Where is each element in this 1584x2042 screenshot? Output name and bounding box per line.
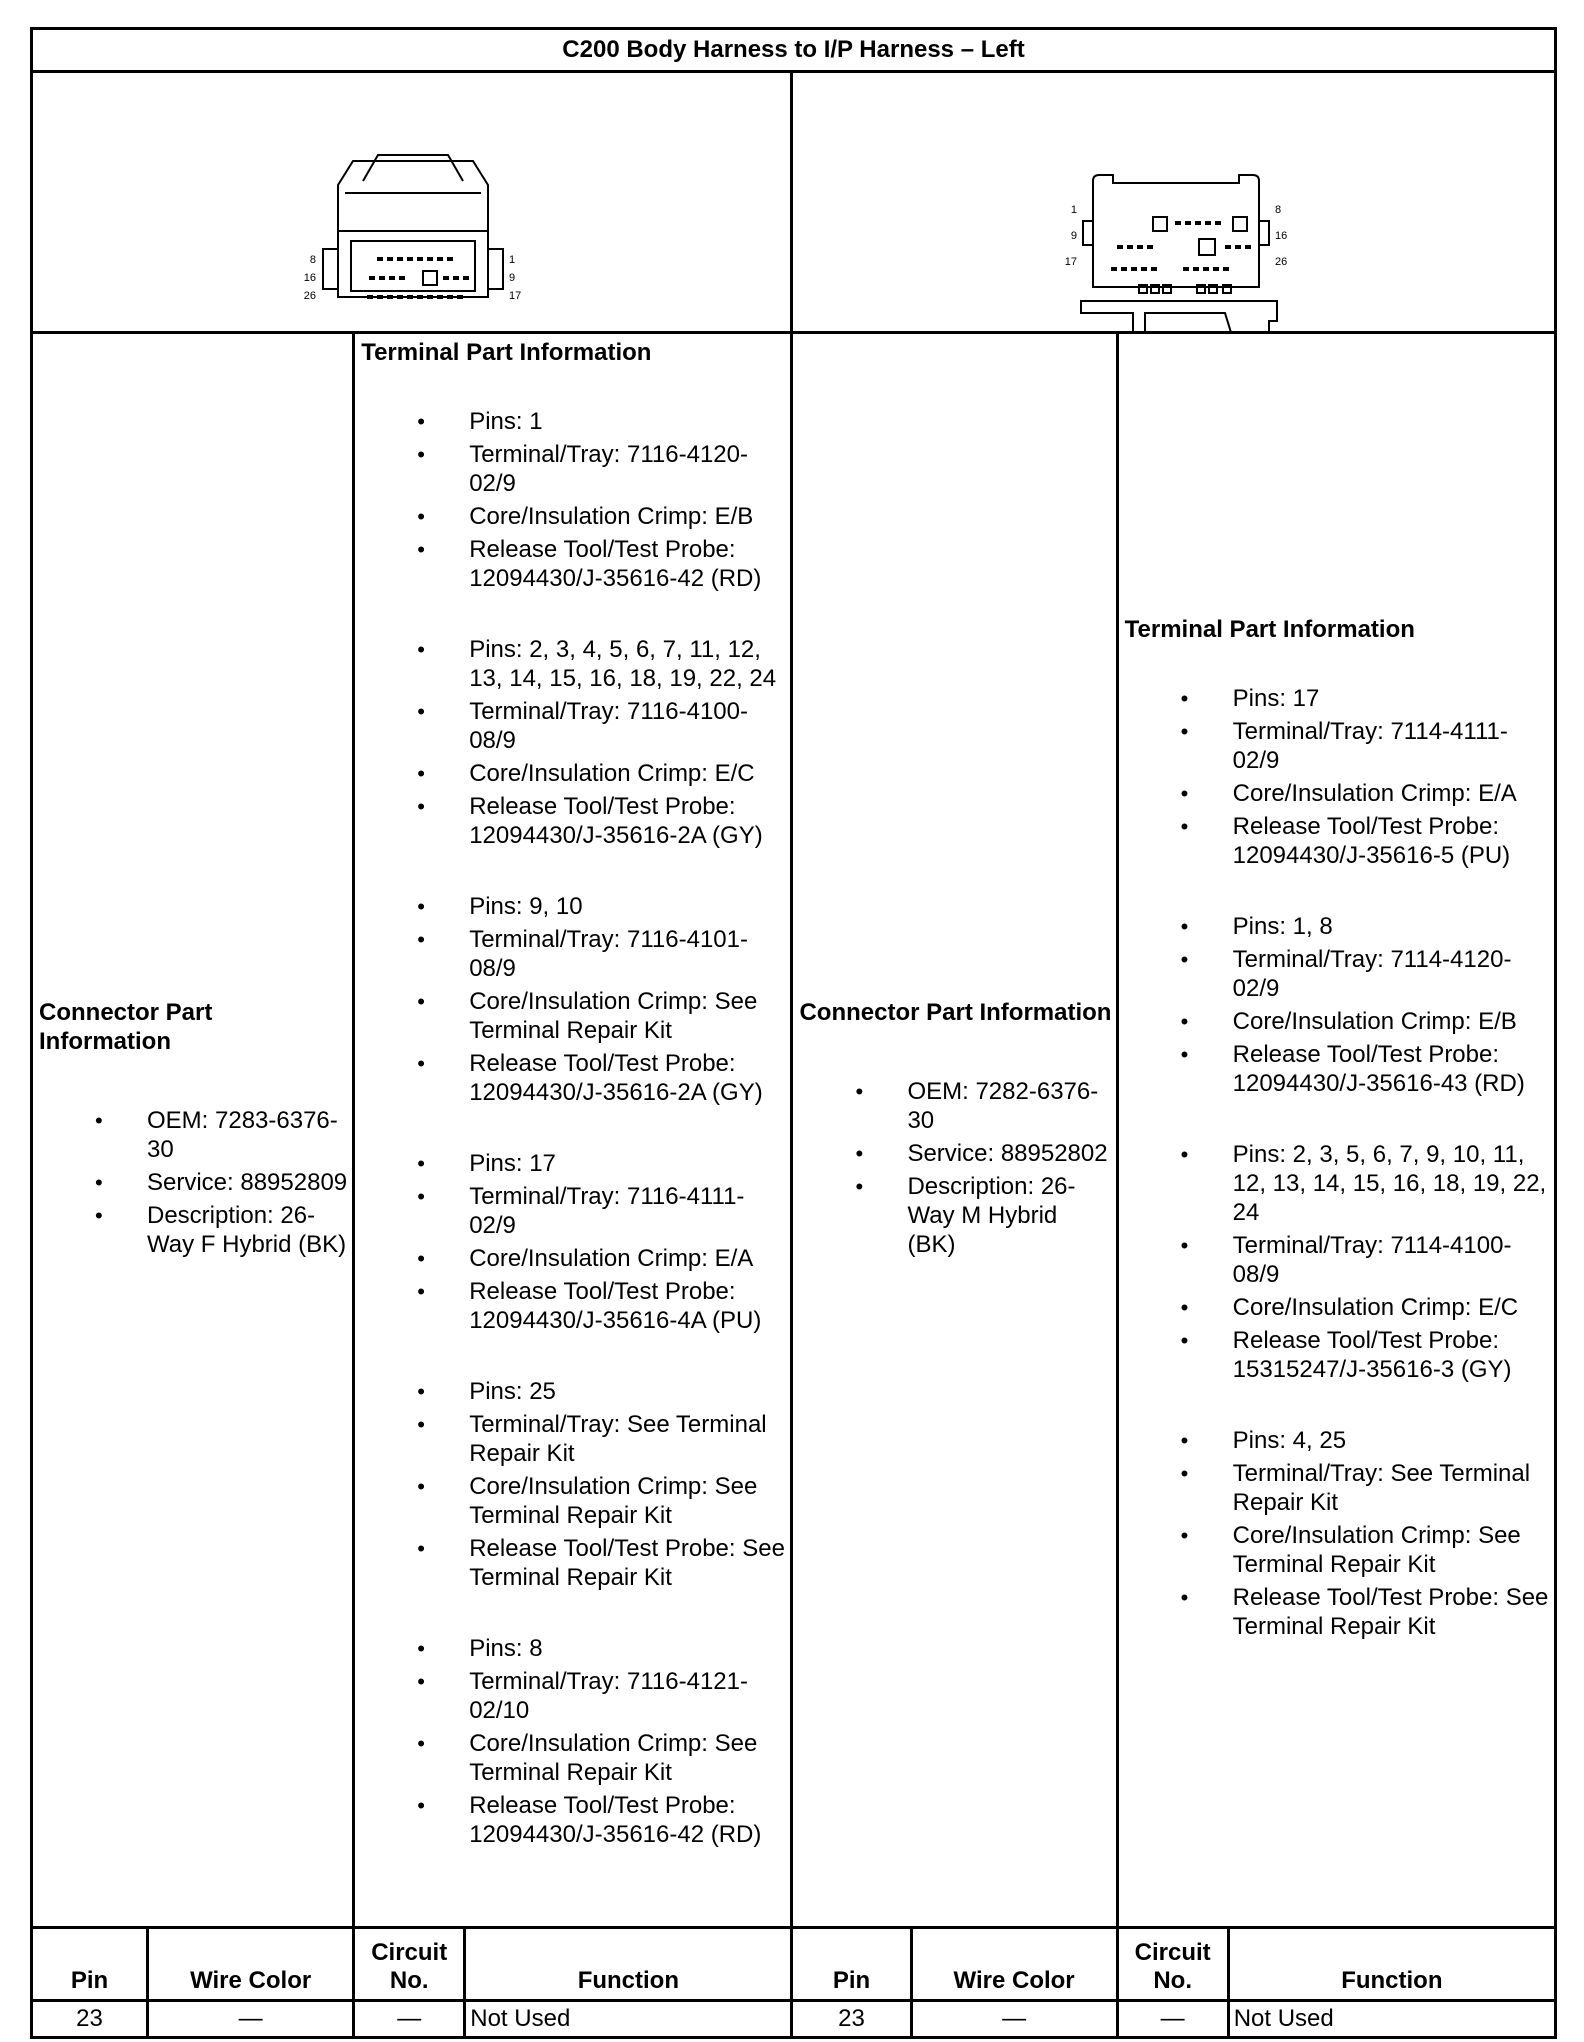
list-item: • Pins: 25 (361, 1377, 786, 1406)
list-item: • Release Tool/Test Probe: See Terminal Repair Kit (361, 1534, 786, 1592)
terminal-part-heading: Terminal Part Information (1124, 616, 1415, 643)
list-item: • Service: 88952809 (39, 1168, 348, 1197)
wire-color-header: Wire Color (911, 1928, 1117, 2001)
function-cell: Not Used (465, 2001, 792, 2038)
list-item: • Release Tool/Test Probe: 12094430/J-35616-43 (RD) (1125, 1040, 1550, 1098)
list-item: • OEM: 7282-6376-30 (799, 1077, 1111, 1135)
right-connector-image-cell (792, 72, 1556, 333)
list-item: • Description: 26-Way M Hybrid (BK) (799, 1172, 1111, 1259)
terminal-group (361, 1634, 786, 1849)
list-item: • Release Tool/Test Probe: See Terminal Repair Kit (1125, 1583, 1550, 1641)
terminal-group (361, 1149, 786, 1335)
list-item: • Release Tool/Test Probe: 12094430/J-35616-2A (GY) (361, 1049, 786, 1107)
circuit-no-cell: — (1117, 2001, 1228, 2038)
terminal-group (361, 892, 786, 1107)
table-row (32, 2001, 1556, 2038)
left-connector-image-cell (32, 72, 792, 333)
connector-part-list (39, 1106, 348, 1259)
terminal-part-heading: Terminal Part Information (361, 339, 652, 366)
terminal-group (1125, 1140, 1550, 1384)
list-item: • Release Tool/Test Probe: 12094430/J-35616-4A (PU) (361, 1277, 786, 1335)
list-item: • Terminal/Tray: 7114-4120-02/9 (1125, 945, 1550, 1003)
right-connector-drawing (793, 73, 1560, 331)
list-item: • Release Tool/Test Probe: 12094430/J-35616-42 (RD) (361, 1791, 786, 1849)
list-item: • Terminal/Tray: See Terminal Repair Kit (361, 1410, 786, 1468)
terminal-group (361, 407, 786, 593)
pin-label: 9 (509, 272, 516, 284)
list-item: • Pins: 17 (1125, 684, 1550, 713)
list-item: • Terminal/Tray: 7116-4101-08/9 (361, 925, 786, 983)
list-item: • Terminal/Tray: 7116-4120-02/9 (361, 440, 786, 498)
pin-label: 9 (1071, 230, 1078, 242)
pin-label: 1 (1071, 204, 1078, 216)
terminal-group (1125, 1426, 1550, 1641)
list-item: • Pins: 2, 3, 5, 6, 7, 9, 10, 11, 12, 13, 14, 15, 16, 18, 19, 22, 24 (1125, 1140, 1550, 1227)
pin-header: Pin (792, 1928, 911, 2001)
pin-label: 16 (303, 272, 316, 284)
list-item: • Release Tool/Test Probe: 12094430/J-35616-42 (RD) (361, 535, 786, 593)
function-header: Function (1228, 1928, 1555, 2001)
circuit-no-cell: — (354, 2001, 465, 2038)
wire-color-cell: — (148, 2001, 354, 2038)
terminal-group (1125, 684, 1550, 870)
terminal-group (361, 1377, 786, 1592)
terminal-group (1125, 912, 1550, 1098)
list-item: • Release Tool/Test Probe: 15315247/J-35616-3 (GY) (1125, 1326, 1550, 1384)
list-item: • Pins: 2, 3, 4, 5, 6, 7, 11, 12, 13, 14, 15, 16, 18, 19, 22, 24 (361, 635, 786, 693)
list-item: • Service: 88952802 (799, 1139, 1111, 1168)
list-item: • Terminal/Tray: 7116-4100-08/9 (361, 697, 786, 755)
pin-label: 26 (1275, 256, 1288, 268)
list-item: • Core/Insulation Crimp: See Terminal Repair Kit (361, 1472, 786, 1530)
list-item: • Core/Insulation Crimp: E/C (1125, 1293, 1550, 1322)
connector-part-heading: Connector Part Information (39, 998, 213, 1055)
connector-table (30, 27, 1557, 2039)
wire-color-cell: — (911, 2001, 1117, 2038)
wire-color-header: Wire Color (148, 1928, 354, 2001)
pin-label: 1 (509, 254, 516, 266)
left-connector-part-cell (32, 333, 354, 1928)
list-item: • Description: 26-Way F Hybrid (BK) (39, 1201, 348, 1259)
list-item: • Terminal/Tray: 7114-4111-02/9 (1125, 717, 1550, 775)
function-cell: Not Used (1228, 2001, 1555, 2038)
pin-cell: 23 (32, 2001, 148, 2038)
list-item: • Core/Insulation Crimp: E/A (1125, 779, 1550, 808)
terminal-group (361, 635, 786, 850)
list-item: • Core/Insulation Crimp: E/A (361, 1244, 786, 1273)
list-item: • Pins: 17 (361, 1149, 786, 1178)
circuit-no-header: Circuit No. (354, 1928, 465, 2001)
function-header: Function (465, 1928, 792, 2001)
pinout-document (30, 27, 1557, 2032)
left-connector-drawing (33, 73, 793, 331)
list-item: • Pins: 1, 8 (1125, 912, 1550, 941)
list-item: • Release Tool/Test Probe: 12094430/J-35616-5 (PU) (1125, 812, 1550, 870)
list-item: • Pins: 9, 10 (361, 892, 786, 921)
list-item: • Terminal/Tray: 7114-4100-08/9 (1125, 1231, 1550, 1289)
list-item: • Core/Insulation Crimp: E/B (1125, 1007, 1550, 1036)
right-connector-part-cell (792, 333, 1117, 1928)
list-item: • Pins: 4, 25 (1125, 1426, 1550, 1455)
list-item: • Pins: 1 (361, 407, 786, 436)
list-item: • Core/Insulation Crimp: See Terminal Repair Kit (1125, 1521, 1550, 1579)
pin-label: 16 (1275, 230, 1288, 242)
left-terminal-part-cell (354, 333, 792, 1928)
pin-table-header (32, 1928, 1556, 2001)
list-item: • Terminal/Tray: See Terminal Repair Kit (1125, 1459, 1550, 1517)
pin-label: 26 (303, 290, 316, 302)
circuit-no-header: Circuit No. (1117, 1928, 1228, 2001)
pin-label: 17 (1065, 256, 1078, 268)
pin-label: 8 (1275, 204, 1282, 216)
list-item: • Pins: 8 (361, 1634, 786, 1663)
pin-label: 17 (509, 290, 522, 302)
list-item: • Terminal/Tray: 7116-4121-02/10 (361, 1667, 786, 1725)
pin-header: Pin (32, 1928, 148, 2001)
connector-part-list (799, 1077, 1111, 1259)
list-item: • Release Tool/Test Probe: 12094430/J-35616-2A (GY) (361, 792, 786, 850)
pin-label: 8 (309, 254, 316, 266)
list-item: • Core/Insulation Crimp: See Terminal Repair Kit (361, 1729, 786, 1787)
list-item: • Core/Insulation Crimp: See Terminal Repair Kit (361, 987, 786, 1045)
list-item: • OEM: 7283-6376-30 (39, 1106, 348, 1164)
right-terminal-part-cell (1117, 333, 1555, 1928)
list-item: • Terminal/Tray: 7116-4111-02/9 (361, 1182, 786, 1240)
list-item: • Core/Insulation Crimp: E/B (361, 502, 786, 531)
pin-cell: 23 (792, 2001, 911, 2038)
document-title: C200 Body Harness to I/P Harness – Left (32, 29, 1556, 72)
list-item: • Core/Insulation Crimp: E/C (361, 759, 786, 788)
connector-part-heading: Connector Part Information (799, 998, 1112, 1026)
